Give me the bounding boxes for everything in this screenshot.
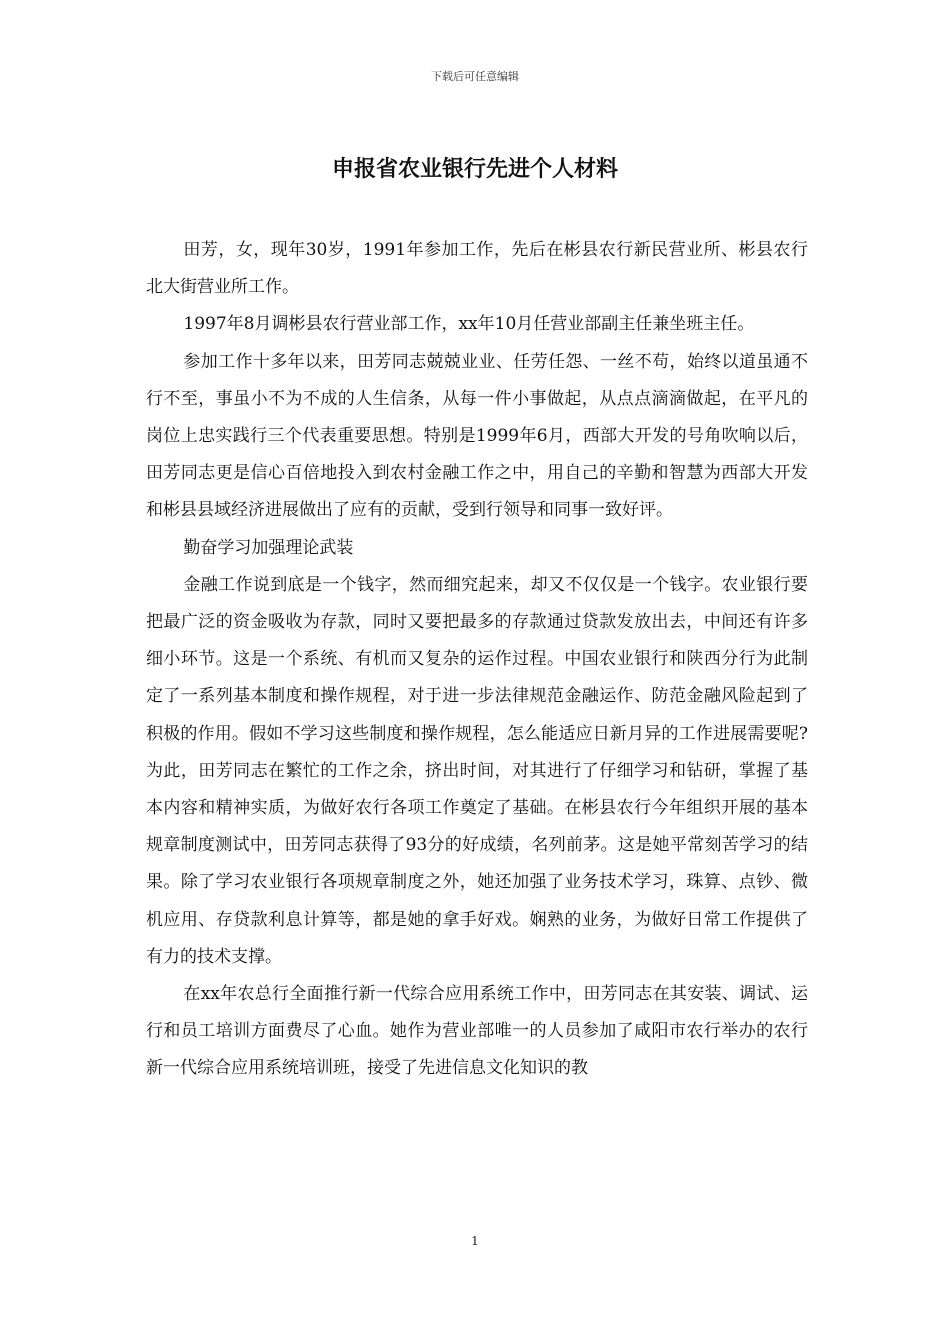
page-number: 1 bbox=[471, 1234, 479, 1248]
paragraph-career: 1997年8月调彬县农行营业部工作，xx年10月任营业部副主任兼坐班主任。 bbox=[183, 314, 755, 335]
section-heading-study: 勤奋学习加强理论武装 bbox=[183, 537, 354, 558]
paragraph-study: 金融工作说到底是一个钱字，然而细究起来，却又不仅仅是一个钱字。农业银行要把最广泛的资金吸收为存款，同时又要把最多的存款通过贷款发放出去，中间还有许多细小环节。这是一个系统、有机而又复杂的运作过程。中国农业银行和陕西分行为此制定了一系列基本制度和操作规程，对于进一步法律规范金融运作、防范金融风险起到了积极的作用。假如不学习这些制度和操作规程，怎么能适应日新月异的工作进展需要呢?为此，田芳同志在繁忙的工作之余，挤出时间，对其进行了仔细学习和钻研，掌握了基本内容和精神实质，为做好农行各项工作奠定了基础。在彬县农行今年组织开展的基本规章制度测试中，田芳同志获得了93分的好成绩，名列前茅。这是她平常刻苦学习的结果。除了学习农业银行各项规章制度之外，她还加强了业务技术学习，珠算、点钞、微机应用、存贷款利息计算等，都是她的拿手好戏。娴熟的业务，为做好日常工作提供了有力的技术支撑。 bbox=[146, 574, 808, 967]
document-title: 申报省农业银行先进个人材料 bbox=[331, 157, 618, 182]
paragraph-intro: 田芳，女，现年30岁，1991年参加工作，先后在彬县农行新民营业所、彬县农行北大街营业所工作。 bbox=[146, 240, 808, 298]
document-body bbox=[146, 232, 808, 1088]
header-note: 下载后可任意编辑 bbox=[431, 70, 519, 83]
paragraph-system-rollout: 在xx年农总行全面推行新一代综合应用系统工作中，田芳同志在其安装、调试、运行和员工培训方面费尽了心血。她作为营业部唯一的人员参加了咸阳市农行举办的农行新一代综合应用系统培训班，接受了先进信息文化知识的教 bbox=[146, 984, 808, 1079]
paragraph-dedication: 参加工作十多年以来，田芳同志兢兢业业、任劳任怨、一丝不苟，始终以道虽通不行不至，事虽小不为不成的人生信条，从每一件小事做起，从点点滴滴做起，在平凡的岗位上忠实践行三个代表重要思想。特别是1999年6月，西部大开发的号角吹响以后，田芳同志更是信心百倍地投入到农村金融工作之中，用自己的辛勤和智慧为西部大开发和彬县县域经济进展做出了应有的贡献，受到行领导和同事一致好评。 bbox=[146, 351, 808, 521]
